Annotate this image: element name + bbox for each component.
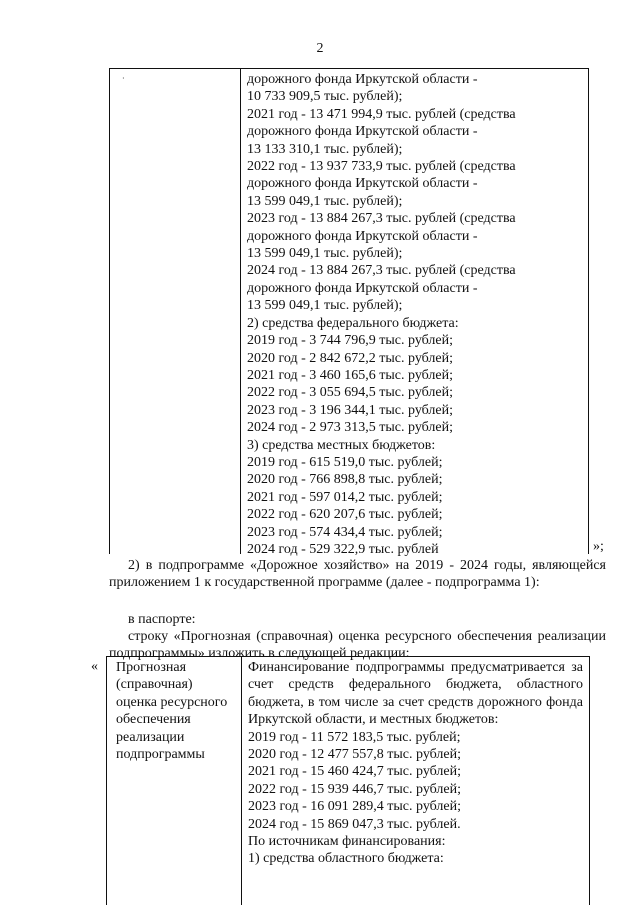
funding-table-continued xyxy=(109,68,589,557)
table1-line: 3) средства местных бюджетов: xyxy=(247,437,436,453)
row-title-line: оценка ресурсного xyxy=(116,694,228,710)
table1-line: 2024 год - 13 884 267,3 тыс. рублей (средства xyxy=(247,263,516,279)
row-title-line: (справочная) xyxy=(116,677,193,693)
table1-line: 2021 год - 13 471 994,9 тыс. рублей (средства xyxy=(247,106,516,122)
row-title-line: Прогнозная xyxy=(116,660,187,675)
row-title-line: обеспечения xyxy=(116,712,191,728)
funding-line: 2021 год - 15 460 424,7 тыс. рублей; xyxy=(248,764,462,780)
table1-line: 2023 год - 3 196 344,1 тыс. рублей; xyxy=(247,402,454,418)
funding-intro: Финансирование подпрограммы предусматривается за счет средств федерального бюджета, областного бюджета, в том числе за счет средств дорожного фонда Иркутской области, и местных бюджетов: xyxy=(248,660,583,728)
funding-cell-right xyxy=(247,71,582,558)
dot-mark: · xyxy=(122,74,125,83)
table1-line: 10 733 909,5 тыс. рублей); xyxy=(247,89,403,105)
column-divider xyxy=(241,657,242,905)
funding-line: 2024 год - 15 869 047,3 тыс. рублей. xyxy=(248,816,461,832)
table1-line: 2024 год - 2 973 313,5 тыс. рублей; xyxy=(247,420,454,436)
table1-line: дорожного фонда Иркутской области - xyxy=(247,72,478,87)
table1-line: 2020 год - 766 898,8 тыс. рублей; xyxy=(247,472,443,488)
row-title-line: реализации xyxy=(116,729,185,745)
funding-line: 2023 год - 16 091 289,4 тыс. рублей; xyxy=(248,799,462,815)
table1-line: 2019 год - 615 519,0 тыс. рублей; xyxy=(247,454,443,470)
paragraph-subprogram: 2) в подпрограмме «Дорожное хозяйство» на 2019 - 2024 годы, являющейся приложением 1 к государственной программе (далее - подпрограмма 1): xyxy=(109,558,606,591)
table1-line: 13 133 310,1 тыс. рублей); xyxy=(247,141,403,157)
funding-cell xyxy=(248,659,583,868)
row-title-cell xyxy=(116,659,238,763)
table1-line: 2022 год - 3 055 694,5 тыс. рублей; xyxy=(247,385,454,401)
table1-line: дорожного фонда Иркутской области - xyxy=(247,176,478,192)
table1-line: 13 599 049,1 тыс. рублей); xyxy=(247,193,403,209)
table1-line: 2019 год - 3 744 796,9 тыс. рублей; xyxy=(247,333,454,349)
table1-line: дорожного фонда Иркутской области - xyxy=(247,228,478,244)
table1-line: 2024 год - 529 322,9 тыс. рублей xyxy=(247,541,439,557)
table2-open-quote: « xyxy=(91,659,98,674)
row-title-line: подпрограммы xyxy=(116,747,205,763)
table1-line: 2021 год - 597 014,2 тыс. рублей; xyxy=(247,489,443,505)
funding-line: 2020 год - 12 477 557,8 тыс. рублей; xyxy=(248,747,462,763)
resource-assessment-table xyxy=(106,656,590,905)
page-number: 2 xyxy=(316,41,324,56)
table1-line: 2020 год - 2 842 672,2 тыс. рублей; xyxy=(247,350,454,366)
table1-line: 2) средства федерального бюджета: xyxy=(247,315,459,331)
table1-line: 13 599 049,1 тыс. рублей); xyxy=(247,246,403,262)
table1-line: 2022 год - 13 937 733,9 тыс. рублей (средства xyxy=(247,159,516,175)
funding-line: По источникам финансирования: xyxy=(248,834,446,850)
table1-line: дорожного фонда Иркутской области - xyxy=(247,280,478,296)
table1-line: 2023 год - 574 434,4 тыс. рублей; xyxy=(247,524,443,540)
paragraph-passport: в паспорте: xyxy=(128,612,196,627)
table1-line: дорожного фонда Иркутской области - xyxy=(247,124,478,140)
column-divider xyxy=(240,69,241,554)
funding-line: 2019 год - 11 572 183,5 тыс. рублей; xyxy=(248,729,461,745)
table1-line: 2021 год - 3 460 165,6 тыс. рублей; xyxy=(247,367,454,383)
table1-line: 2022 год - 620 207,6 тыс. рублей; xyxy=(247,507,443,523)
paragraph-row-instruction: строку «Прогнозная (справочная) оценка ресурсного обеспечения реализации подпрограммы» изложить в следующей редакции: xyxy=(109,629,606,662)
table1-line: 2023 год - 13 884 267,3 тыс. рублей (средства xyxy=(247,211,516,227)
funding-line: 1) средства областного бюджета: xyxy=(248,851,444,867)
table1-line: 13 599 049,1 тыс. рублей); xyxy=(247,298,403,314)
table1-closing-quote: »; xyxy=(593,539,604,554)
funding-line: 2022 год - 15 939 446,7 тыс. рублей; xyxy=(248,781,462,797)
